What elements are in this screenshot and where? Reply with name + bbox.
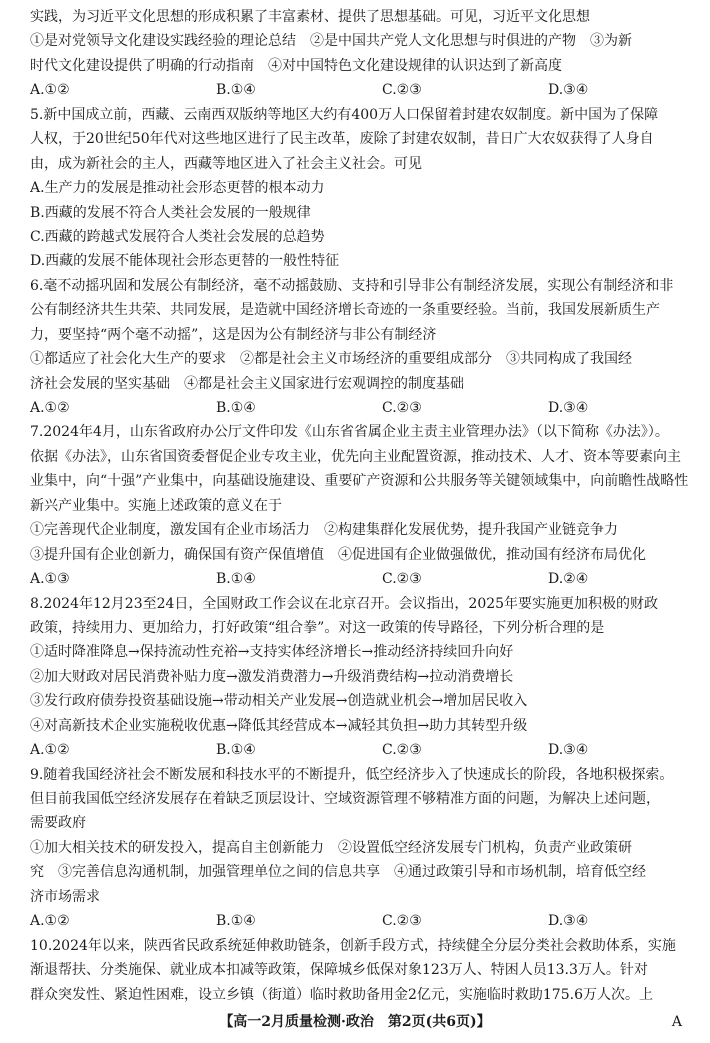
option-b: B.①④ <box>216 913 256 930</box>
text-line: 需要政府 <box>30 815 86 832</box>
option-a: A.①③ <box>30 571 70 588</box>
option-a: A.生产力的发展是推动社会形态更替的根本动力 <box>30 180 325 197</box>
text-line: 政策，持续用力、更加给力，打好政策“组合拳”。对这一政策的传导路径，下列分析合理的是 <box>30 619 605 636</box>
text-line: ②加大财政对居民消费补贴力度→激发消费潜力→升级消费结构→拉动消费增长 <box>30 668 514 685</box>
text-line: 依据《办法》，山东省国资委督促企业专攻主业，优先向主业配置资源，推动技术、人才、资本等要素向主 <box>30 448 681 465</box>
option-a: A.①② <box>30 742 70 759</box>
text-line: 新兴产业集中。实施上述政策的意义在于 <box>30 497 282 514</box>
option-c: C.②③ <box>382 400 422 417</box>
option-d: D.③④ <box>548 82 589 99</box>
option-b: B.西藏的发展不符合人类社会发展的一般规律 <box>30 204 311 221</box>
text-line: ①加大相关技术的研发投入，提高自主创新能力 ②设置低空经济发展专门机构，负责产业政策研 <box>30 839 632 856</box>
option-a: A.①② <box>30 400 70 417</box>
text-line: 渐退帮扶、分类施保、就业成本扣减等政策，保障城乡低保对象123万人、特困人员13.3万人。针对 <box>30 962 648 979</box>
text-line: 群众突发性、紧迫性困难，设立乡镇（街道）临时救助备用金2亿元，实施临时救助175.6万人次。上 <box>30 986 653 1003</box>
text-line: 力，要坚持“两个毫不动摇”，这是因为公有制经济与非公有制经济 <box>30 326 437 343</box>
text-line: 人权，于20世纪50年代对这些地区进行了民主改革，废除了封建农奴制，昔日广大农奴获得了人身自 <box>30 131 654 148</box>
text-line: 由，成为新社会的主人，西藏等地区进入了社会主义社会。可见 <box>30 155 422 172</box>
option-c: C.②③ <box>382 571 422 588</box>
option-d: D.③④ <box>548 400 589 417</box>
page-footer <box>0 1010 710 1034</box>
question-7-line: 7.2024年4月，山东省政府办公厅文件印发《山东省省属企业主责主业管理办法》（以下简称《办法》）。 <box>30 424 669 441</box>
option-d: D.③④ <box>548 742 589 759</box>
text-line: 济社会发展的坚实基础 ④都是社会主义国家进行宏观调控的制度基础 <box>30 375 464 392</box>
version-mark: A <box>671 1014 682 1030</box>
option-c: C.西藏的跨越式发展符合人类社会发展的总趋势 <box>30 228 325 245</box>
option-a: A.①② <box>30 913 70 930</box>
option-b: B.①④ <box>216 400 256 417</box>
text-line: 实践，为习近平文化思想的形成积累了丰富素材、提供了思想基础。可见，习近平文化思想 <box>30 9 590 25</box>
option-d: D.②④ <box>548 571 589 588</box>
text-line: ①都适应了社会化大生产的要求 ②都是社会主义市场经济的重要组成部分 ③共同构成了我国经 <box>30 351 632 368</box>
text-line: 公有制经济共生共荣、共同发展，是造就中国经济增长奇迹的一条重要经验。当前，我国发展新质生产 <box>30 302 660 319</box>
text-line: ③提升国有企业创新力，确保国有资产保值增值 ④促进国有企业做强做优，推动国有经济布局优化 <box>30 546 646 563</box>
text-line: 究 ③完善信息沟通机制，加强管理单位之间的信息共享 ④通过政策引导和市场机制，培育低空经 <box>30 864 646 881</box>
question-6-line: 6.毫不动摇巩固和发展公有制经济，毫不动摇鼓励、支持和引导非公有制经济发展，实现公有制经济和非 <box>30 277 674 294</box>
option-c: C.②③ <box>382 82 422 99</box>
option-b: B.①④ <box>216 82 256 99</box>
option-c: C.②③ <box>382 913 422 930</box>
text-line: ③发行政府债券投资基础设施→带动相关产业发展→创造就业机会→增加居民收入 <box>30 693 528 710</box>
question-5-line: 5.新中国成立前，西藏、云南西双版纳等地区大约有400万人口保留着封建农奴制度。新中国为了保障 <box>30 106 659 123</box>
text-line: 但目前我国低空经济发展存在着缺乏顶层设计、空域资源管理不够精准方面的问题，为解决上述问题， <box>30 791 660 808</box>
option-c: C.②③ <box>382 742 422 759</box>
footer-title: 【高一2月质量检测·政治 第2页(共6页)】 <box>219 1014 491 1030</box>
text-line: ①是对党领导文化建设实践经验的理论总结 ②是中国共产党人文化思想与时俱进的产物 ③为新 <box>30 33 632 50</box>
option-d: D.西藏的发展不能体现社会形态更替的一般性特征 <box>30 253 340 270</box>
text-line: 业集中，向“十强”产业集中，向基础设施建设、重要矿产资源和公共服务等关键领域集中，向前瞻性战略性 <box>30 473 689 490</box>
answer-options-q9 <box>30 910 700 933</box>
option-d: D.③④ <box>548 913 589 930</box>
answer-options-q6 <box>30 397 700 420</box>
question-8-line: 8.2024年12月23至24日，全国财政工作会议在北京召开。会议指出，2025年要实施更加积极的财政 <box>30 595 659 612</box>
answer-options-q7 <box>30 568 700 591</box>
question-10-line: 10.2024年以来，陕西省民政系统延伸救助链条，创新手段方式，持续健全分层分类社会救助体系，实施 <box>30 937 676 954</box>
text-line: ①完善现代企业制度，激发国有企业市场活力 ②构建集群化发展优势，提升我国产业链竞争力 <box>30 522 618 539</box>
text-line: ①适时降准降息→保持流动性充裕→支持实体经济增长→推动经济持续回升向好 <box>30 644 514 661</box>
option-b: B.①④ <box>216 742 256 759</box>
answer-options-q8 <box>30 739 700 762</box>
text-line: 济市场需求 <box>30 888 100 905</box>
answer-options-q4 <box>30 79 700 102</box>
text-line: 时代文化建设提供了明确的行动指南 ④对中国特色文化建设规律的认识达到了新高度 <box>30 57 562 74</box>
option-a: A.①② <box>30 82 70 99</box>
option-b: B.①④ <box>216 571 256 588</box>
question-9-line: 9.随着我国经济社会不断发展和科技水平的不断提升，低空经济步入了快速成长的阶段，各地积极探索。 <box>30 766 674 783</box>
text-line: ④对高新技术企业实施税收优惠→降低其经营成本→减轻其负担→助力其转型升级 <box>30 717 528 734</box>
